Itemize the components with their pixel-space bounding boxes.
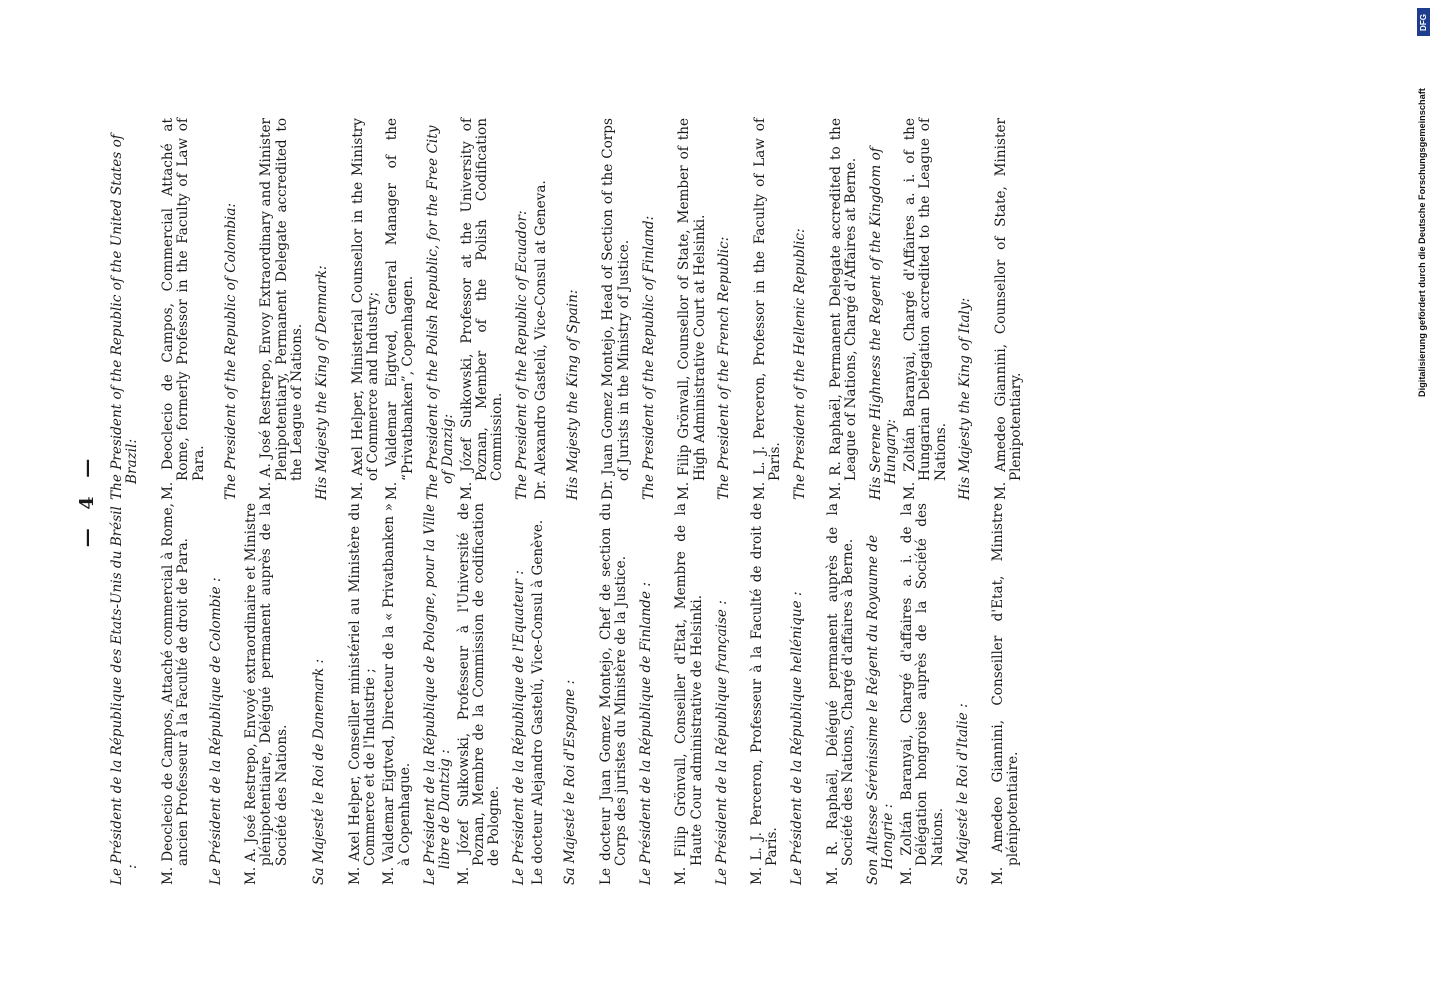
page-number: — 4 —	[76, 452, 98, 548]
entry-colombia-fr	[209, 503, 291, 885]
sovereign-heading: Le Président de la République hellénique :	[789, 591, 806, 885]
sovereign-heading: Sa Majesté le Roi de Danemark :	[311, 658, 328, 885]
delegate-text: M. Józef Sułkowski, Professor at the University of Poznan, Member of the Polish Codification Commission.	[458, 118, 506, 500]
entry-denmark-en	[315, 118, 416, 500]
delegate-text: M. Filip Grönvall, Conseiller d'Etat, Membre de la Haute Cour administrative de Helsinki.	[673, 503, 705, 885]
sovereign-heading: The President of the French Republic:	[716, 236, 733, 500]
delegate-text: M. Deoclecio de Campos, Commercial Attaché at Rome, formerly Professor in the Faculty of Law of Para.	[159, 118, 207, 500]
delegate-text: M. Józef Sułkowski, Professeur à l'Université de Poznan, Membre de la Commission de codification de Pologne.	[455, 503, 503, 885]
sovereign-heading: Le Président de la République française :	[713, 600, 730, 885]
entry-france-en	[717, 118, 783, 500]
sovereign-heading: The President of the Hellenic Republic:	[792, 228, 809, 500]
sovereign-heading: Le Président de la République de Colombie :	[207, 577, 224, 885]
entry-brazil-fr	[110, 503, 192, 885]
entry-greece-en	[793, 118, 859, 500]
entry-danzig-fr	[423, 503, 503, 885]
sovereign-heading: The President of the Republic of Colombia:	[223, 203, 240, 500]
entry-hungary-en	[869, 118, 949, 500]
delegate-text: M. Axel Helper, Ministerial Counsellor in the Ministry of Commerce and Industry;	[349, 118, 381, 500]
delegate-text: M. L. J. Perceron, Professor in the Faculty of Law of Paris.	[751, 118, 784, 500]
entry-colombia-en	[224, 118, 306, 500]
delegate-text: M. Zoltán Baranyai, Chargé d'Affaires a. i. of the Hungarian Delegation accredited to the League of Nations.	[901, 118, 949, 500]
sovereign-heading: Le Président de la République de Finlande :	[637, 582, 654, 885]
delegate-text: Le docteur Juan Gomez Montejo, Chef de section du Corps des juristes du Ministère de la Justice.	[597, 503, 629, 885]
sovereign-heading: The President of the Republic of Finland:	[640, 215, 657, 500]
english-column	[110, 118, 1034, 500]
entry-italy-en	[958, 118, 1024, 500]
dfg-logo: DFG	[1417, 8, 1430, 36]
entry-finland-en	[642, 118, 708, 500]
sovereign-heading: Sa Majesté le Roi d'Espagne :	[562, 679, 579, 885]
sovereign-heading: His Serene Highness the Regent of the Kingdom of Hungary:	[867, 147, 900, 500]
entry-finland-fr	[639, 503, 705, 885]
dfg-watermark	[1415, 7, 1434, 397]
delegate-text: Dr. Juan Gomez Montejo, Head of Section of the Corps of Jurists in the Ministry of Justice.	[600, 118, 632, 500]
entry-spain-fr	[563, 503, 629, 885]
entry-ecuador-fr	[512, 503, 546, 885]
delegate-text: M. A. José Restrepo, Envoyé extraordinaire et Ministre plénipotentiaire, Délégué permanent auprès de la Société des Nations.	[243, 503, 290, 885]
entry-italy-fr	[956, 503, 1022, 885]
delegate-text: M. R. Raphaël, Permanent Delegate accredited to the League of Nations, Chargé d'Affaires at Berne.	[827, 118, 859, 500]
entry-hungary-fr	[866, 503, 946, 885]
sovereign-heading: Le Président de la République de Pologne, pour la Ville libre de Dantzig :	[421, 504, 454, 885]
delegate-text: M. Valdemar Eigtved, General Manager of the “Privatbanken”, Copenhagen.	[384, 118, 416, 500]
delegate-text: M. Valdemar Eigtved, Directeur de la « Privatbanken » à Copenhague.	[381, 503, 413, 885]
delegate-text: M. Filip Grönvall, Counsellor of State, Member of the High Administrative Court at Helsinki.	[676, 118, 708, 500]
entry-brazil-en	[110, 118, 207, 500]
entry-france-fr	[715, 503, 781, 885]
sovereign-heading: His Majesty the King of Italy:	[957, 297, 974, 500]
delegate-text: M. L. J. Perceron, Professeur à la Faculté de droit de Paris.	[748, 503, 781, 885]
entry-danzig-en	[426, 118, 506, 500]
sovereign-heading: Sa Majesté le Roi d'Italie :	[954, 703, 971, 885]
entry-ecuador-en	[515, 118, 549, 500]
sovereign-heading: Le Président de la République des Etats-Unis du Brésil :	[109, 506, 141, 885]
sovereign-heading: The President of the Polish Republic, for the Free City of Danzig:	[424, 125, 457, 500]
delegate-text: M. R. Raphaël, Délégué permanent auprès de la Société des Nations, Chargé d'affaires à Berne.	[824, 503, 857, 885]
delegate-text: M. Amedeo Giannini, Conseiller d'Etat, Ministre plénipotentiaire.	[989, 503, 1022, 885]
delegate-text: M. Axel Helper, Conseiller ministériel au Ministère du Commerce et de l'Industrie ;	[346, 503, 379, 885]
delegate-text: Dr. Alexandro Gastelú, Vice-Consul at Geneva.	[532, 180, 549, 500]
delegate-text: M. Zoltán Baranyai, Chargé d'affaires a. i. de la Délégation hongroise auprès de la Société des Nations.	[898, 503, 946, 885]
entry-denmark-fr	[312, 503, 413, 885]
sovereign-heading: The President of the Republic of Ecuador:	[514, 210, 531, 500]
entry-spain-en	[566, 118, 632, 500]
delegate-text: Le docteur Alejandro Gastelú, Vice-Consul à Genève.	[529, 519, 546, 885]
delegate-text: M. Amedeo Giannini, Counsellor of State, Minister Plenipotentiary.	[992, 118, 1025, 500]
sovereign-heading: Le Président de la République de l'Equateur :	[511, 570, 528, 885]
entry-greece-fr	[790, 503, 856, 885]
sovereign-heading: His Majesty the King of Spain:	[565, 289, 582, 500]
dfg-watermark-text: Digitalisierung gefördert durch die Deutsche Forschungsgemeinschaft	[1417, 88, 1427, 397]
sovereign-heading: Son Altesse Sérénissime le Régent du Royaume de Hongrie :	[865, 534, 897, 885]
sovereign-heading: His Majesty the King of Denmark:	[314, 265, 331, 500]
delegate-text: M. A. José Restrepo, Envoy Extraordinary and Minister Plenipotentiary, Permanent Delegate accredited to the League of Nations.	[258, 118, 306, 500]
delegate-text: M. Deoclecio de Campos, Attaché commercial à Rome, ancien Professeur à la Faculté de droit de Para.	[159, 503, 192, 885]
french-column	[110, 503, 1031, 885]
sovereign-heading: The President of the Republic of the United States of Brazil:	[109, 134, 141, 500]
